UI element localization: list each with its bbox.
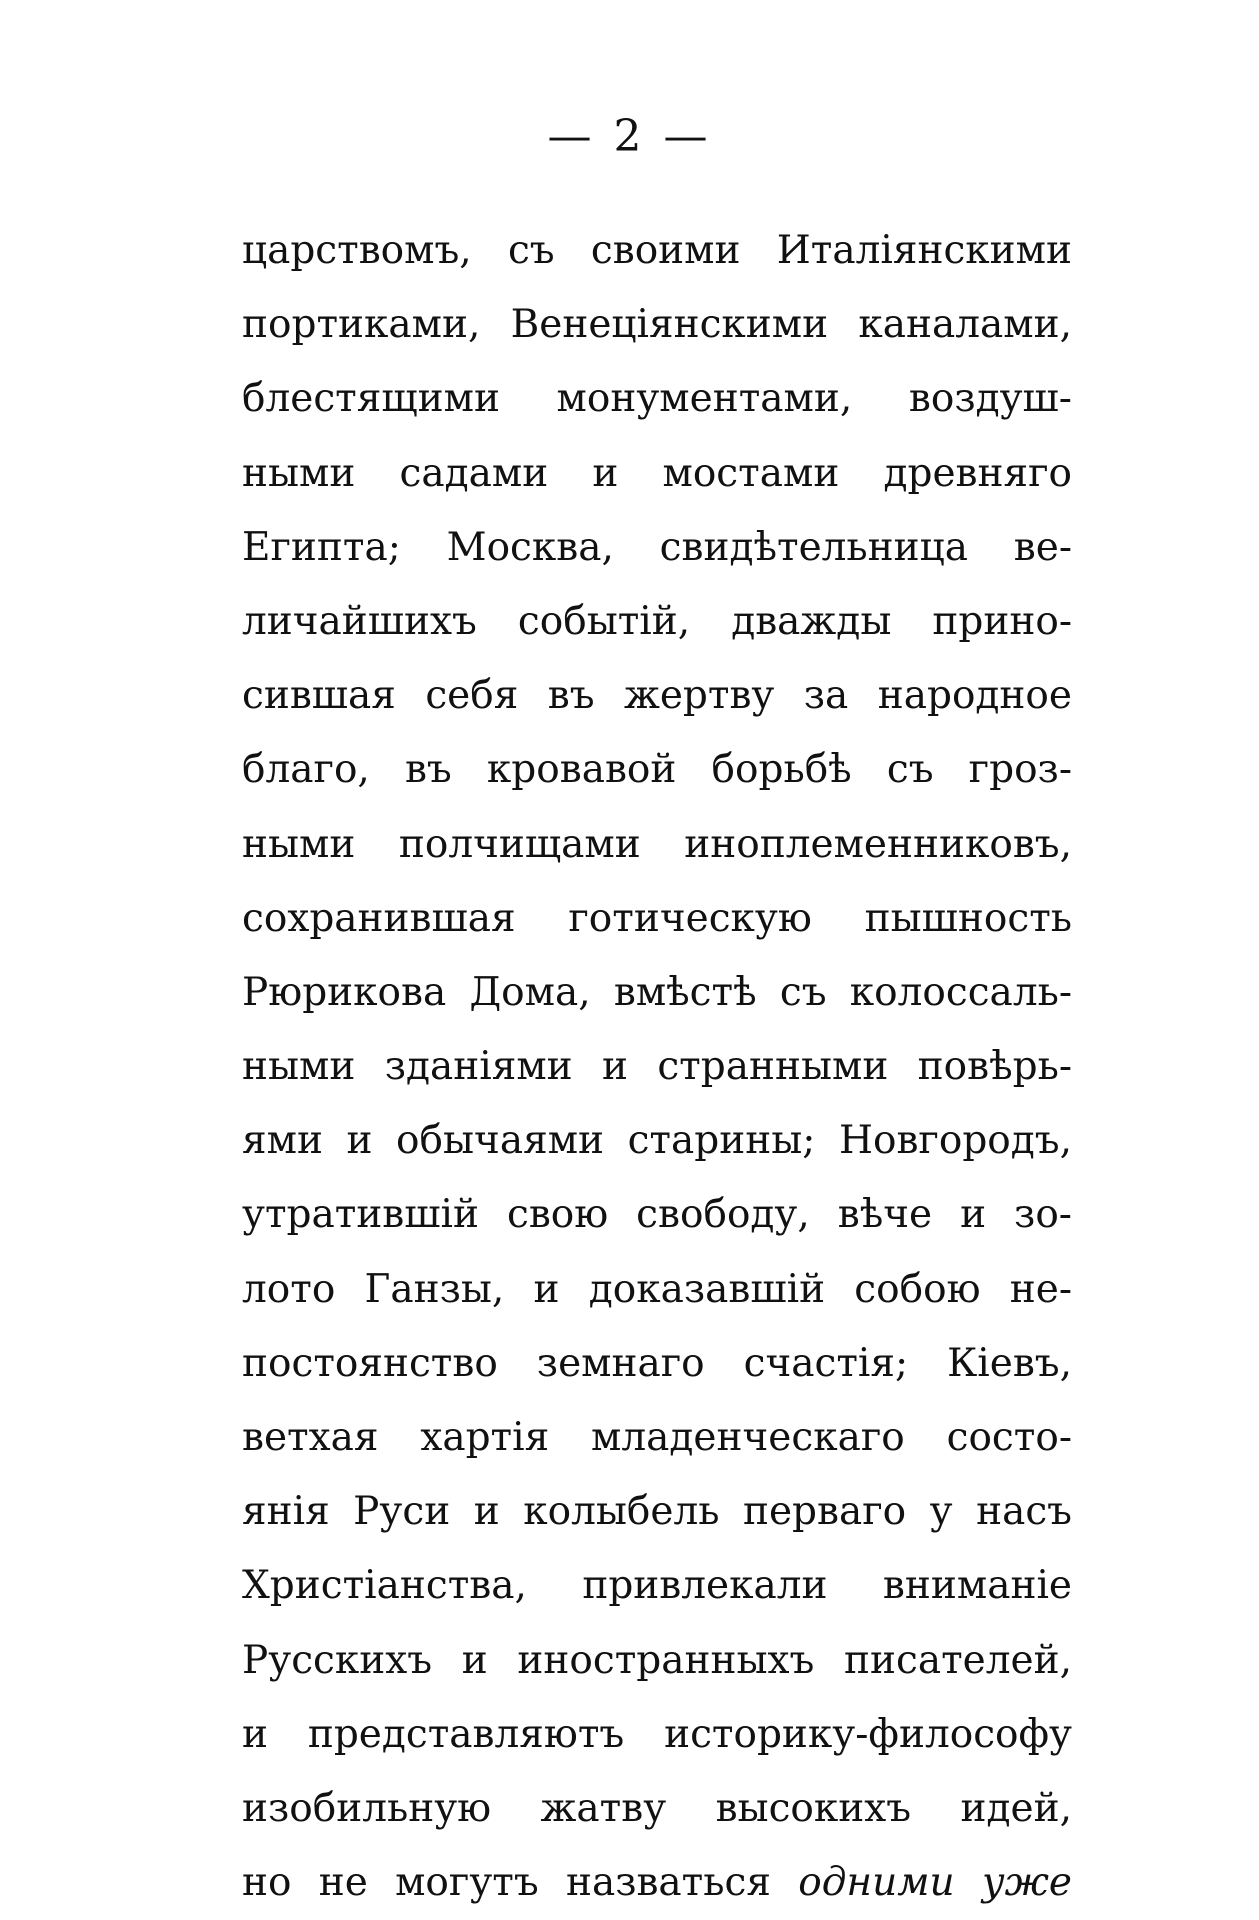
text-line: сившая себя въ жертву за народное (242, 673, 1072, 719)
last-line-roman: но не могутъ назваться (242, 1860, 771, 1906)
text-line: изобильную жатву высокихъ идей, (242, 1785, 1072, 1831)
text-line: портиками, Венеціянскими каналами, (242, 302, 1072, 348)
text-line: сохранившая готическую пышность (242, 895, 1072, 941)
text-line: утратившій свою свободу, вѣче и зо- (242, 1192, 1072, 1238)
text-line: Египта; Москва, свидѣтельница ве- (242, 524, 1072, 570)
text-line: ями и обычаями старины; Новгородъ, (242, 1118, 1072, 1164)
text-line: блестящими монументами, воздуш- (242, 376, 1072, 422)
text-line: Русскихъ и иностранныхъ писателей, (242, 1637, 1072, 1683)
text-line: благо, въ кровавой борьбѣ съ гроз- (242, 747, 1072, 793)
last-line-italic: одними уже (798, 1860, 1072, 1906)
text-line: Христіанства, привлекали вниманіе (242, 1563, 1072, 1609)
text-line: Рюрикова Дома, вмѣстѣ съ колоссаль- (242, 969, 1072, 1015)
text-line: ветхая хартія младенческаго состо- (242, 1415, 1072, 1460)
text-line: царствомъ, съ своими Италіянскими (242, 228, 1072, 273)
text-line: ными полчищами иноплеменниковъ, (242, 821, 1072, 867)
text-line: и представляютъ историку-философу (242, 1711, 1072, 1757)
page-number: — 2 — (547, 111, 712, 162)
text-line: постоянство земнаго счастія; Кіевъ, (242, 1340, 1072, 1386)
text-line: личайшихъ событій, дважды прино- (242, 598, 1072, 644)
text-line: янія Руси и колыбель перваго у насъ (242, 1489, 1072, 1535)
text-line-last (242, 1846, 1072, 1920)
text-line: ными зданіями и странными повѣрь- (242, 1044, 1072, 1090)
text-line: ными садами и мостами древняго (242, 450, 1072, 496)
text-line: лото Ганзы, и доказавшій собою не- (242, 1266, 1072, 1312)
body-text (242, 214, 1072, 1920)
